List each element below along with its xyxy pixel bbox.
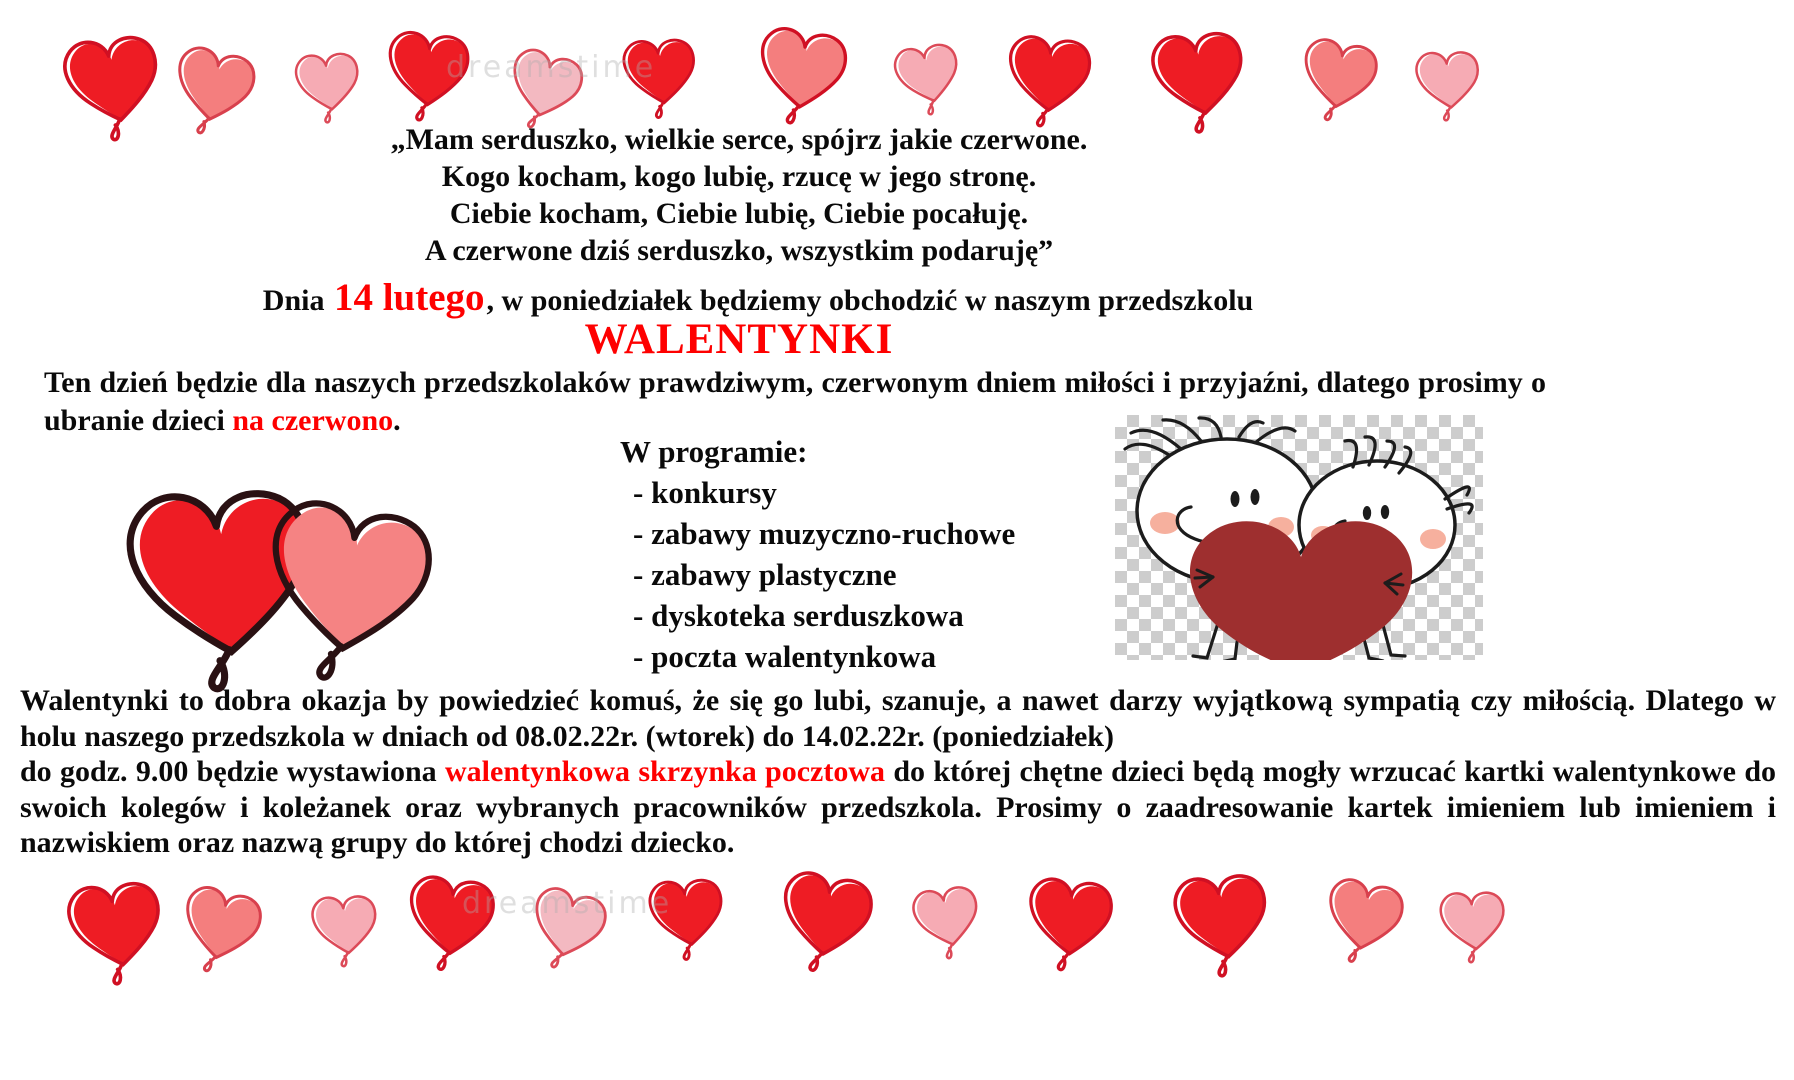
program-heading: W programie: — [620, 434, 808, 469]
mailbox-text-1: Walentynki to dobra okazja by powiedzieć komuś, że się go lubi, szanuje, a nawet darzy wyjątkową sympatią czy miłością. Dlatego w holu naszego przedszkola w dniach od 08.02.22r. (wtorek) do 14.02.22r. (poniedziałek) — [20, 684, 1776, 753]
program-section — [620, 431, 1015, 677]
program-item: - poczta walentynkowa — [633, 639, 937, 674]
poem-line: „Mam serduszko, wielkie serce, spójrz jakie czerwone. — [390, 123, 1088, 156]
event-date: 14 lutego — [333, 276, 485, 319]
bottom-heart-border — [0, 852, 1794, 1080]
heart-icon — [1425, 875, 1521, 971]
heart-icon — [508, 866, 628, 986]
poem — [0, 121, 1478, 269]
program-list — [620, 472, 1015, 677]
watermark-text: dreamstime — [462, 886, 673, 921]
left-hearts-illustration — [85, 445, 475, 705]
mailbox-text-2-rest: do której chętne dzieci będą mogły wrzucać kartki walentynkowe do swoich kolegów i koleżanek oraz wybranych pracowników przedszkola. Prosimy o zaadresowanie kartek imieniem lub imieniem i nazwiskiem oraz nazwą grupy do której chodzi dziecko. — [20, 755, 1776, 859]
kids-holding-heart-image — [1115, 415, 1483, 660]
program-item: - zabawy plastyczne — [633, 557, 897, 592]
mailbox-text-2 — [20, 754, 1776, 861]
heart-icon — [1401, 35, 1495, 129]
heart-icon — [1281, 19, 1398, 136]
heart-icon — [876, 24, 979, 127]
mailbox-highlight: walentynkowa skrzynka pocztowa — [445, 755, 886, 788]
mailbox-text-2-start: do godz. 9.00 będzie wystawiona — [20, 755, 445, 788]
announcement-suffix: , w poniedziałek będziemy obchodzić w naszym przedszkolu — [486, 284, 1254, 317]
heart-icon — [296, 878, 394, 976]
page-title: WALENTYNKI — [584, 316, 894, 363]
heart-icon — [756, 848, 896, 988]
watermark-text: dreamstime — [446, 50, 657, 85]
poem-line: Kogo kocham, kogo lubię, rzucę w jego stronę. — [441, 160, 1037, 193]
mailbox-paragraph — [20, 683, 1776, 861]
intro-highlight: na czerwono — [232, 404, 394, 437]
heart-icon — [223, 459, 474, 710]
announcement-prefix: Dnia — [262, 284, 332, 317]
kids-illustration-svg — [1115, 415, 1483, 660]
heart-icon — [280, 36, 377, 133]
intro-text: Ten dzień będzie dla naszych przedszkolaków prawdziwym, czerwonym dniem miłości i przyjaźni, dlatego prosimy o ubranie dzieci — [44, 366, 1546, 437]
poem-line: Ciebie kocham, Ciebie lubię, Ciebie pocałuję. — [449, 197, 1029, 230]
heart-icon — [735, 5, 869, 139]
heart-icon — [895, 867, 999, 971]
heart-icon — [1304, 858, 1424, 978]
heart-icon — [1151, 849, 1294, 992]
program-item: - dyskoteka serduszkowa — [633, 598, 964, 633]
heart-icon — [1008, 858, 1132, 982]
intro-period: . — [393, 404, 401, 437]
program-item: - konkursy — [633, 475, 777, 510]
poem-line: A czerwone dziś serduszko, wszystkim podaruję” — [424, 234, 1054, 267]
heart-icon — [158, 864, 284, 990]
program-item: - zabawy muzyczno-ruchowe — [633, 516, 1016, 551]
heart-icon — [988, 16, 1110, 138]
